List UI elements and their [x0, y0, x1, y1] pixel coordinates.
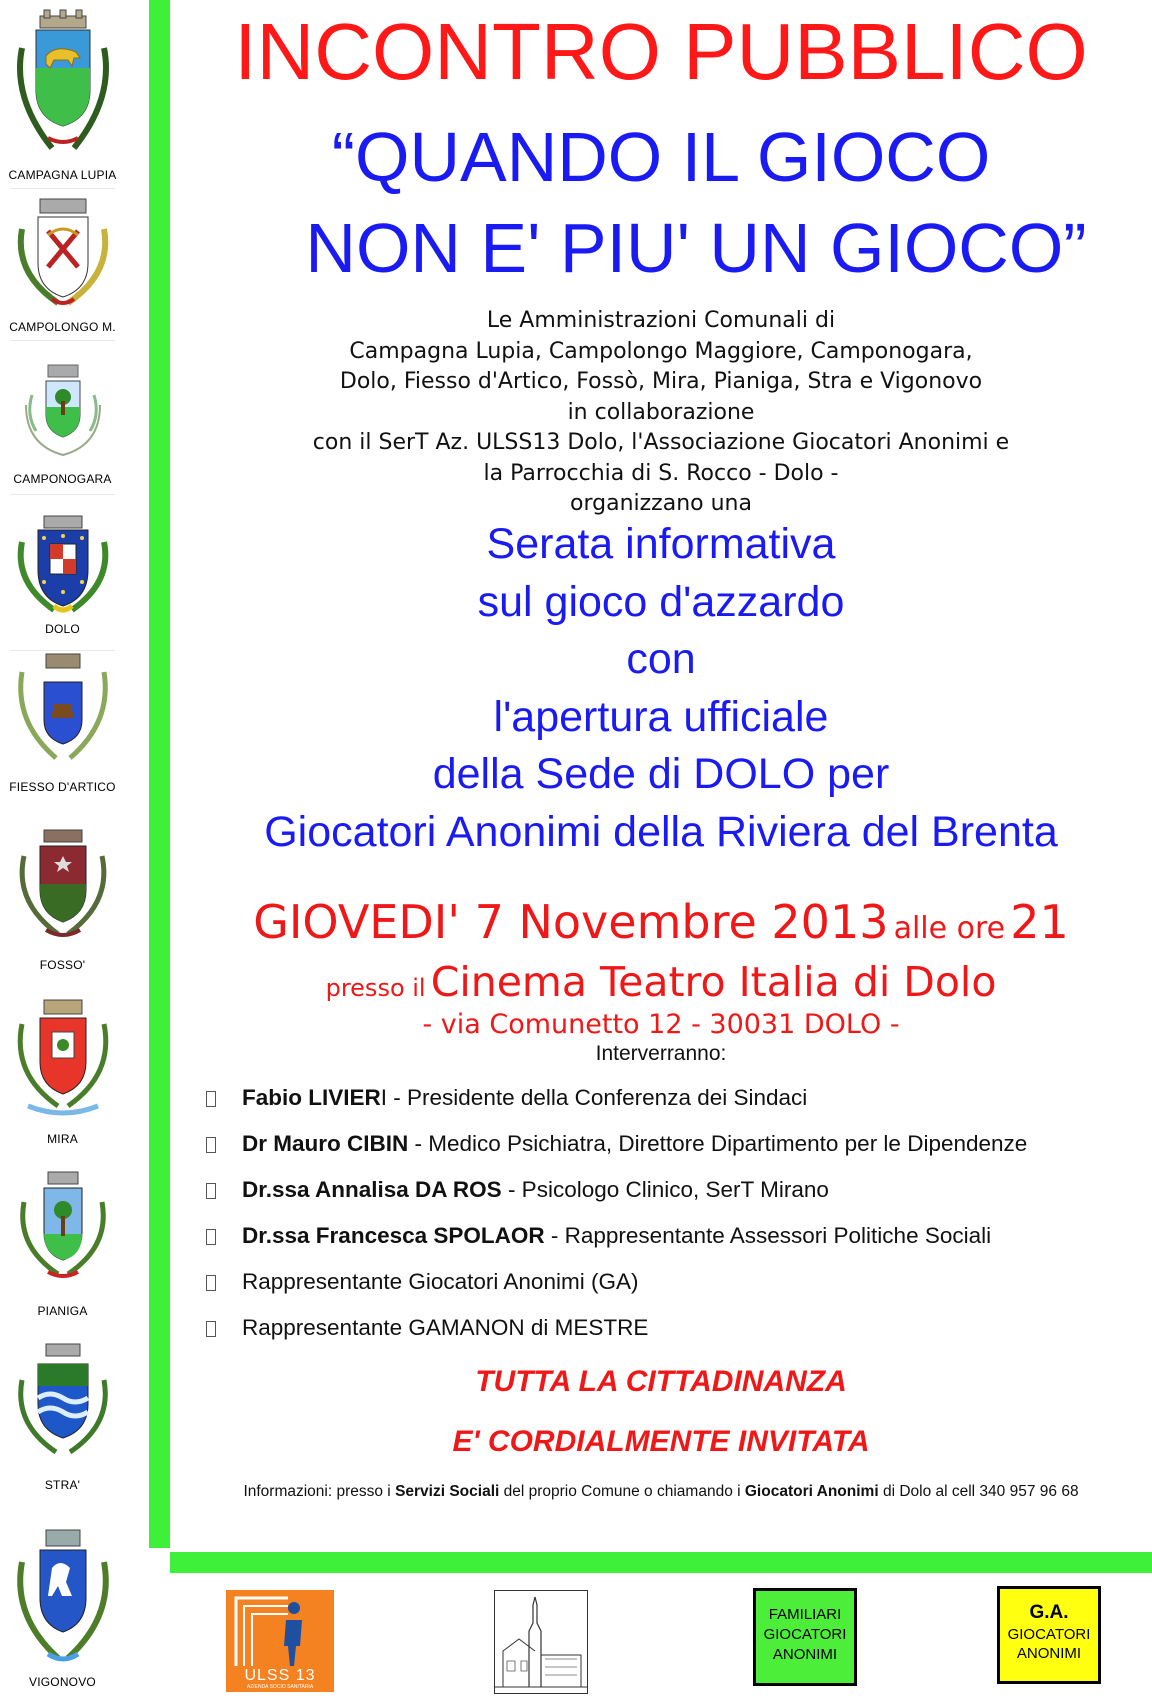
crest-label-campagna-lupia: CAMPAGNA LUPIA	[8, 168, 117, 182]
crest-label-fiesso: FIESSO D'ARTICO	[9, 780, 116, 794]
ulss13-sublabel: AZIENDA SOCIO SANITARIA	[246, 1684, 314, 1690]
church-drawing-logo	[494, 1590, 588, 1694]
intro-paragraph	[170, 306, 1152, 520]
ulss13-logo	[226, 1590, 334, 1692]
crest-label-campolongo: CAMPOLONGO M.	[9, 320, 116, 334]
event-time: 21	[1010, 895, 1069, 949]
crest-label-mira: MIRA	[47, 1132, 78, 1146]
bullet-icon	[206, 1321, 216, 1337]
poster-title: INCONTRO PUBBLICO	[234, 7, 1088, 96]
list-item: Fabio LIVIERI - Presidente della Conferenza dei Sindaci	[206, 1078, 807, 1118]
green-horizontal-bar	[170, 1552, 1152, 1573]
bullet-icon	[206, 1091, 216, 1107]
event-date: GIOVEDI' 7 Novembre 2013	[253, 895, 889, 949]
crest-label-vigonovo: VIGONOVO	[29, 1675, 96, 1689]
vigonovo-crest-icon	[0, 1528, 125, 1676]
evening-line: l'apertura ufficiale	[493, 692, 829, 741]
intro-line: Le Amministrazioni Comunali di	[486, 308, 836, 333]
invitation-line1: TUTTA LA CITTADINANZA	[475, 1365, 847, 1398]
fiesso-crest-icon	[0, 652, 125, 767]
evening-description	[170, 516, 1152, 861]
crest-label-pianiga: PIANIGA	[37, 1304, 88, 1318]
crest-label-dolo: DOLO	[45, 622, 80, 636]
evening-line: sul gioco d'azzardo	[477, 577, 845, 626]
pianiga-crest-icon	[0, 1168, 125, 1288]
invitation-line2: E' CORDIALMENTE INVITATA	[452, 1425, 870, 1458]
list-item: Dr Mauro CIBIN - Medico Psichiatra, Direttore Dipartimento per le Dipendenze	[206, 1124, 1027, 1164]
bullet-icon	[206, 1275, 216, 1291]
event-time-prefix: alle ore	[893, 911, 1006, 946]
crest-label-stra: STRA'	[44, 1478, 81, 1492]
list-item: Dr.ssa Francesca SPOLAOR - Rappresentante Assessori Politiche Sociali	[206, 1216, 991, 1256]
campolongo-crest-icon	[0, 195, 125, 313]
dolo-crest-icon	[0, 512, 125, 622]
stra-crest-icon	[0, 1340, 125, 1460]
venue-address: - via Comunetto 12 - 30031 DOLO -	[422, 1009, 900, 1040]
fosso-crest-icon	[0, 826, 125, 946]
evening-line: Giocatori Anonimi della Riviera del Brenta	[264, 807, 1058, 856]
evening-line: Serata informativa	[486, 520, 836, 568]
bullet-icon	[206, 1137, 216, 1153]
venue-prefix: presso il	[325, 974, 426, 1002]
intro-line: con il SerT Az. ULSS13 Dolo, l'Associazione Giocatori Anonimi e	[312, 430, 1010, 455]
intro-line: Dolo, Fiesso d'Artico, Fossò, Mira, Pianiga, Stra e Vigonovo	[339, 369, 983, 394]
giocatori-anonimi-logo: G.A. GIOCATORI ANONIMI	[997, 1586, 1101, 1684]
bullet-icon	[206, 1229, 216, 1245]
mira-crest-icon	[0, 998, 125, 1118]
speakers-heading: Interverranno:	[595, 1042, 727, 1065]
crest-label-camponogara: CAMPONOGARA	[13, 472, 112, 486]
crest-label-fosso: FOSSO'	[39, 958, 86, 972]
municipality-sidebar	[0, 0, 125, 1697]
venue-name: Cinema Teatro Italia di Dolo	[430, 958, 997, 1006]
info-line: Informazioni: presso i Servizi Sociali del proprio Comune o chiamando i Giocatori Anonimi di Dolo al cell 340 957 96 68	[243, 1483, 1079, 1500]
intro-line: Campagna Lupia, Campolongo Maggiore, Camponogara,	[349, 338, 973, 364]
bullet-icon	[206, 1183, 216, 1199]
evening-line: della Sede di DOLO per	[432, 750, 890, 798]
ulss13-label: ULSS 13	[244, 1667, 316, 1684]
green-vertical-bar	[149, 0, 170, 1548]
list-item: Dr.ssa Annalisa DA ROS - Psicologo Clinico, SerT Mirano	[206, 1170, 829, 1210]
list-item: Rappresentante GAMANON di MESTRE	[206, 1308, 648, 1348]
intro-line: la Parrocchia di S. Rocco - Dolo -	[483, 460, 839, 486]
poster-subtitle-line1: “QUANDO IL GIOCO	[331, 118, 991, 196]
list-item: Rappresentante Giocatori Anonimi (GA)	[206, 1262, 638, 1302]
intro-line: in collaborazione	[567, 399, 755, 425]
intro-line: organizzano una	[570, 491, 752, 516]
event-date-line	[170, 892, 1152, 963]
evening-line: con	[626, 635, 696, 683]
campagna-lupia-crest-icon	[0, 8, 125, 158]
familiari-giocatori-anonimi-logo: FAMILIARI GIOCATORI ANONIMI	[753, 1588, 857, 1686]
camponogara-crest-icon	[0, 355, 125, 470]
poster-subtitle-line2: NON E' PIU' UN GIOCO”	[305, 209, 1087, 287]
